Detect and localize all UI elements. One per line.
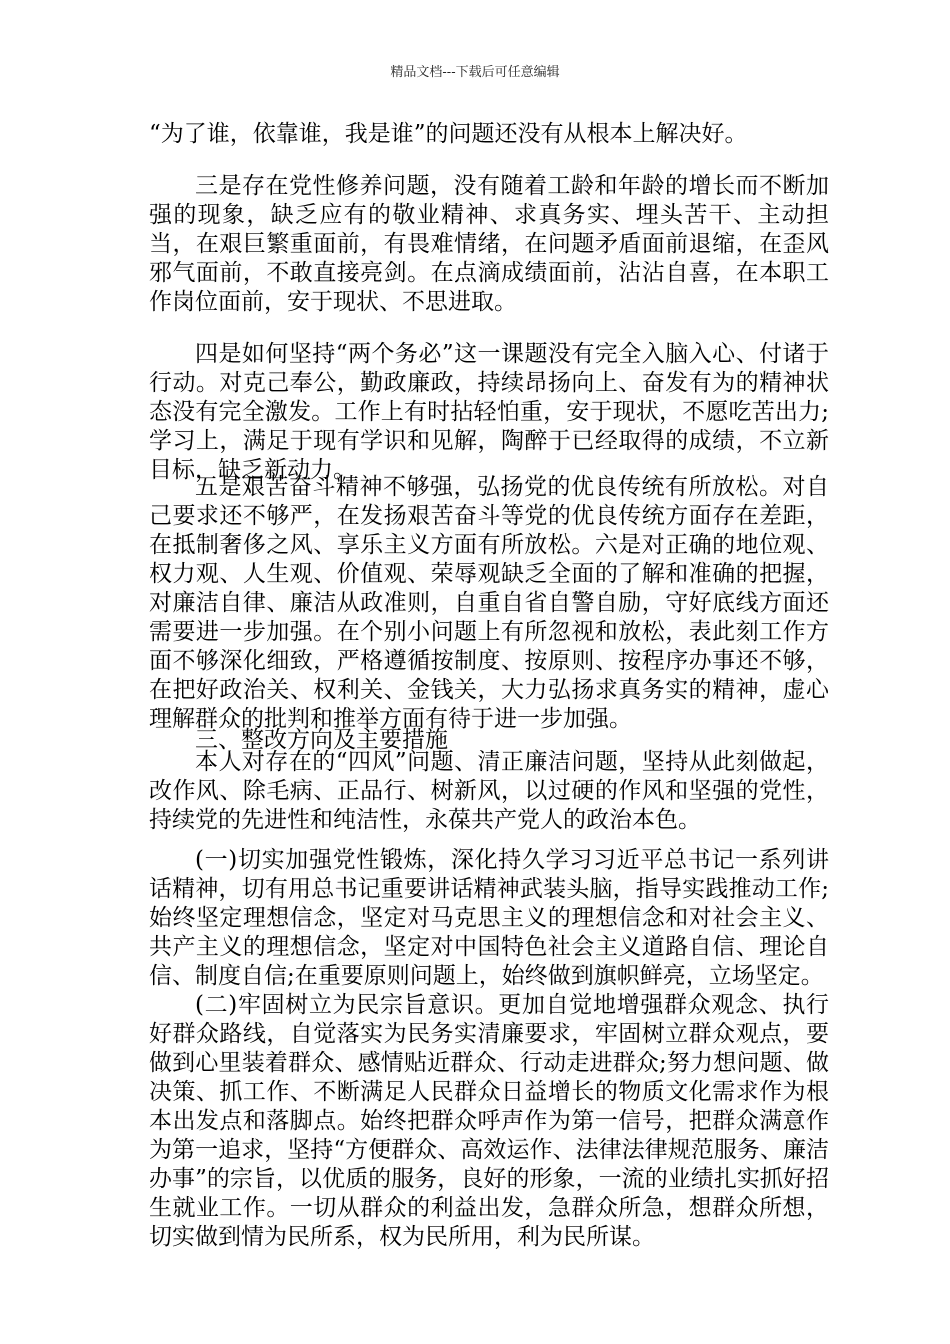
section-heading: 三、整改方向及主要措施 <box>195 727 448 753</box>
paragraph-continuation: “为了谁，依靠谁，我是谁”的问题还没有从根本上解决好。 <box>149 121 748 147</box>
paragraph-hard-work-spirit: 五是艰苦奋斗精神不够强，弘扬党的优良传统有所放松。对自己要求还不够严，在发扬艰苦奋斗等党的优良传统方面存在差距，在抵制奢侈之风、享乐主义方面有所放松。六是对正确的地位观、权力观、人生观、价值观、荣辱观缺乏全面的了解和准确的把握，对廉洁自律、廉洁从政准则，自重自省自警自励，守好底线方面还需要进一步加强。在个别小问题上有所忽视和放松，表此刻工作方面不够深化细致，严格遵循按制度、按原则、按程序办事还不够，在把好政治关、权利关、金钱关，大力弘扬求真务实的精神，虚心理解群众的批判和推举方面有待于进一步加强。 <box>149 474 829 732</box>
paragraph-measure-two: (二)牢固树立为民宗旨意识。更加自觉地增强群众观念、执行好群众路线，自觉落实为民务实清廉要求，牢固树立群众观点，要做到心里装着群众、感情贴近群众、行动走进群众;努力想问题、做决策、抓工作、不断满足人民群众日益增长的物质文化需求作为根本出发点和落脚点。始终把群众呼声作为第一信号，把群众满意作为第一追求，坚持“方便群众、高效运作、法律法律规范服务、廉洁办事”的宗旨，以优质的服务，良好的形象，一流的业绩扎实抓好招生就业工作。一切从群众的利益出发，急群众所急，想群众所想，切实做到情为民所系，权为民所用，利为民所谋。 <box>149 992 829 1250</box>
paragraph-two-musts: 四是如何坚持“两个务必”这一课题没有完全入脑入心、付诸于行动。对克己奉公，勤政廉政，持续昂扬向上、奋发有为的精神状态没有完全激发。工作上有时拈轻怕重，安于现状，不愿吃苦出力;学习上，满足于现有学识和见解，陶醉于已经取得的成绩，不立新目标，缺乏新动力。 <box>149 341 829 483</box>
paragraph-party-cultivation: 三是存在党性修养问题，没有随着工龄和年龄的增长而不断加强的现象，缺乏应有的敬业精神、求真务实、埋头苦干、主动担当，在艰巨繁重面前，有畏难情绪，在问题矛盾面前退缩，在歪风邪气面前，不敢直接亮剑。在点滴成绩面前，沾沾自喜，在本职工作岗位面前，安于现状、不思进取。 <box>149 173 829 315</box>
document-header: 精品文档---下载后可任意编辑 <box>390 65 560 80</box>
paragraph-rectification-intro: 本人对存在的“四风”问题、清正廉洁问题，坚持从此刻做起，改作风、除毛病、正品行、树新风，以过硬的作风和坚强的党性，持续党的先进性和纯洁性，永葆共产党人的政治本色。 <box>149 749 829 833</box>
paragraph-measure-one: (一)切实加强党性锻炼，深化持久学习习近平总书记一系列讲话精神，切有用总书记重要讲话精神武装头脑，指导实践推动工作;始终坚定理想信念，坚定对马克思主义的理想信念和对社会主义、共产主义的理想信念，坚定对中国特色社会主义道路自信、理论自信、制度自信;在重要原则问题上，始终做到旗帜鲜亮，立场坚定。 <box>149 847 829 989</box>
